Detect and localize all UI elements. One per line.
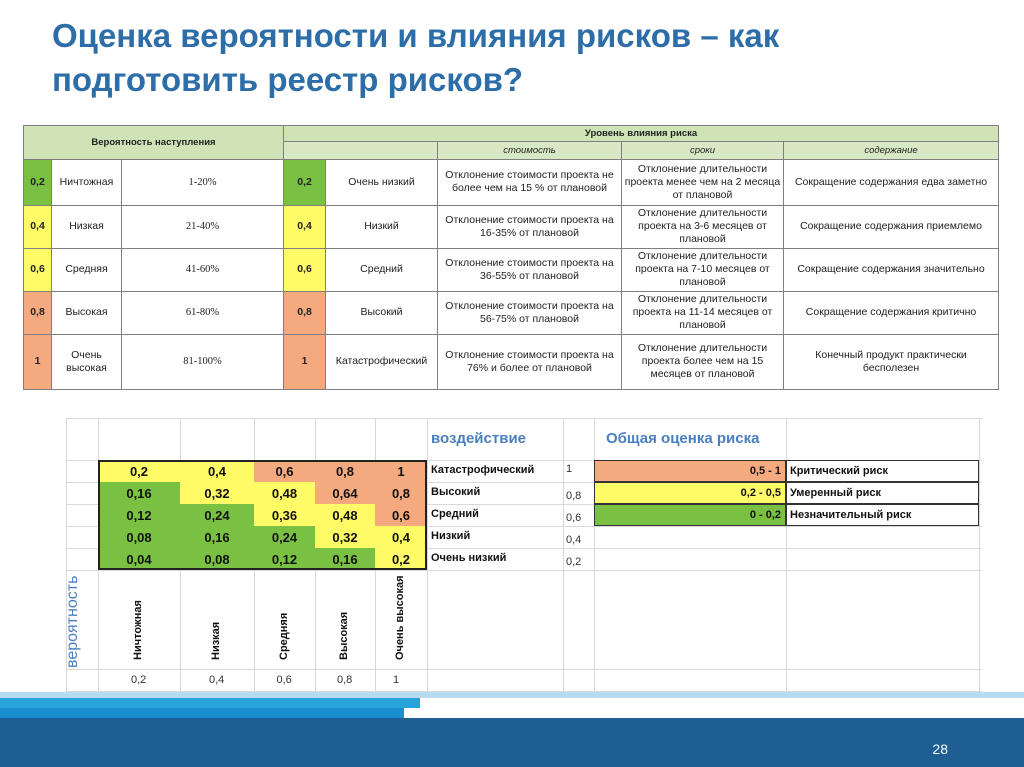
probability-name: Очень высокая (394, 575, 406, 660)
time-description: Отклонение длительности проекта на 7-10 месяцев от плановой (622, 248, 784, 291)
grid-line (563, 418, 564, 691)
time-description: Отклонение длительности проекта более чем на 15 месяцев от плановой (622, 334, 784, 389)
matrix-cell: 0,48 (254, 482, 315, 504)
matrix-cell: 0,08 (180, 548, 254, 570)
matrix-cell: 0,32 (315, 526, 375, 548)
matrix-cell: 0,12 (254, 548, 315, 570)
subheader-scope: содержание (784, 142, 999, 159)
scope-description: Сокращение содержания критично (784, 291, 999, 334)
impact-value: 0,2 (566, 556, 582, 568)
impact-name: Средний (326, 248, 438, 291)
probability-axis-label: вероятность (64, 575, 81, 668)
cost-description: Отклонение стоимости проекта не более чем на 15 % от плановой (438, 159, 622, 205)
impact-value: 0,2 (284, 159, 326, 205)
cost-description: Отклонение стоимости проекта на 76% и более от плановой (438, 334, 622, 389)
prob-name: Средняя (52, 248, 122, 291)
prob-value: 0,6 (24, 248, 52, 291)
scope-description: Конечный продукт практически бесполезен (784, 334, 999, 389)
prob-value: 0,4 (24, 205, 52, 248)
matrix-cell: 0,24 (254, 526, 315, 548)
risk-scale-row (24, 248, 999, 291)
matrix-cell: 0,04 (98, 548, 180, 570)
probability-value: 0,2 (131, 674, 147, 686)
legend-range: 0 - 0,2 (594, 504, 786, 526)
risk-scale-row (24, 291, 999, 334)
impact-name: Катастрофический (326, 334, 438, 389)
prob-range: 81-100% (122, 334, 284, 389)
probability-name: Низкая (210, 621, 222, 660)
risk-scale-row (24, 334, 999, 389)
matrix-cell: 0,8 (315, 460, 375, 482)
risk-scale-table (23, 125, 999, 390)
impact-name: Очень низкий (326, 159, 438, 205)
prob-range: 21-40% (122, 205, 284, 248)
prob-name: Ничтожная (52, 159, 122, 205)
impact-value: 1 (566, 463, 573, 475)
impact-name: Катастрофический (431, 464, 535, 476)
grid-line (427, 418, 428, 691)
impact-value: 0,4 (566, 534, 582, 546)
prob-range: 61-80% (122, 291, 284, 334)
matrix-cell: 0,36 (254, 504, 315, 526)
time-description: Отклонение длительности проекта менее чем на 2 месяца от плановой (622, 159, 784, 205)
probability-name: Средняя (277, 612, 290, 660)
grid-line (66, 418, 982, 419)
matrix-cell: 0,2 (98, 460, 180, 482)
matrix-cell: 0,08 (98, 526, 180, 548)
prob-name: Низкая (52, 205, 122, 248)
matrix-cell: 0,32 (180, 482, 254, 504)
scope-description: Сокращение содержания приемлемо (784, 205, 999, 248)
scope-description: Сокращение содержания едва заметно (784, 159, 999, 205)
prob-value: 0,8 (24, 291, 52, 334)
footer-band-dark (0, 718, 1024, 767)
footer-band-bright (0, 708, 404, 718)
subheader-cost: стоимость (438, 142, 622, 159)
probability-value: 0,6 (276, 674, 292, 686)
impact-subheader-blank (284, 142, 438, 159)
impact-name: Очень низкий (431, 552, 507, 564)
impact-value: 1 (284, 334, 326, 389)
impact-name: Высокий (431, 486, 481, 498)
legend-range: 0,5 - 1 (594, 460, 786, 482)
prob-range: 1-20% (122, 159, 284, 205)
overall-risk-heading: Общая оценка риска (606, 430, 760, 447)
subheader-time: сроки (622, 142, 784, 159)
footer-band-mid (0, 698, 420, 708)
legend-label: Умеренный риск (786, 482, 979, 504)
matrix-cell: 0,6 (254, 460, 315, 482)
matrix-cell: 0,12 (98, 504, 180, 526)
grid-line (786, 418, 787, 691)
cost-description: Отклонение стоимости проекта на 56-75% от плановой (438, 291, 622, 334)
impact-value: 0,6 (284, 248, 326, 291)
grid-line (594, 418, 595, 691)
impact-value: 0,4 (284, 205, 326, 248)
matrix-cell: 0,16 (98, 482, 180, 504)
cost-description: Отклонение стоимости проекта на 36-55% от плановой (438, 248, 622, 291)
legend-label: Критический риск (786, 460, 979, 482)
legend-range: 0,2 - 0,5 (594, 482, 786, 504)
grid-line (979, 418, 980, 691)
slide-title: Оценка вероятности и влияния рисков – как подготовить реестр рисков? (52, 17, 780, 98)
impact-value: 0,8 (566, 490, 582, 502)
legend-label: Незначительный риск (786, 504, 979, 526)
time-description: Отклонение длительности проекта на 3-6 месяцев от плановой (622, 205, 784, 248)
matrix-cell: 0,2 (375, 548, 427, 570)
risk-scale-row (24, 159, 999, 205)
matrix-border (98, 460, 427, 570)
matrix-cell: 0,24 (180, 504, 254, 526)
probability-header: Вероятность наступления (24, 126, 284, 160)
matrix-cell: 0,16 (180, 526, 254, 548)
matrix-cell: 1 (375, 460, 427, 482)
impact-name: Высокий (326, 291, 438, 334)
matrix-cell: 0,64 (315, 482, 375, 504)
matrix-cell: 0,48 (315, 504, 375, 526)
impact-header: Уровень влияния риска (284, 126, 999, 142)
risk-matrix (66, 418, 982, 694)
matrix-cell: 0,4 (180, 460, 254, 482)
impact-name: Средний (431, 508, 479, 520)
probability-name: Ничтожная (132, 600, 144, 660)
grid-line (66, 669, 982, 670)
probability-value: 1 (393, 674, 400, 686)
probability-name: Высокая (338, 611, 350, 660)
risk-scale-row (24, 205, 999, 248)
impact-value: 0,6 (566, 512, 582, 524)
prob-value: 0,2 (24, 159, 52, 205)
impact-heading: воздействие (431, 430, 527, 447)
matrix-cell: 0,16 (315, 548, 375, 570)
probability-value: 0,4 (209, 674, 225, 686)
cost-description: Отклонение стоимости проекта на 16-35% от плановой (438, 205, 622, 248)
scope-description: Сокращение содержания значительно (784, 248, 999, 291)
grid-line (66, 570, 982, 571)
matrix-cell: 0,6 (375, 504, 427, 526)
probability-value: 0,8 (337, 674, 353, 686)
prob-name: Очень высокая (52, 334, 122, 389)
time-description: Отклонение длительности проекта на 11-14 месяцев от плановой (622, 291, 784, 334)
impact-value: 0,8 (284, 291, 326, 334)
page-number: 28 (932, 741, 948, 757)
prob-range: 41-60% (122, 248, 284, 291)
impact-name: Низкий (431, 530, 471, 542)
matrix-cell: 0,4 (375, 526, 427, 548)
matrix-cell: 0,8 (375, 482, 427, 504)
prob-name: Высокая (52, 291, 122, 334)
impact-name: Низкий (326, 205, 438, 248)
prob-value: 1 (24, 334, 52, 389)
